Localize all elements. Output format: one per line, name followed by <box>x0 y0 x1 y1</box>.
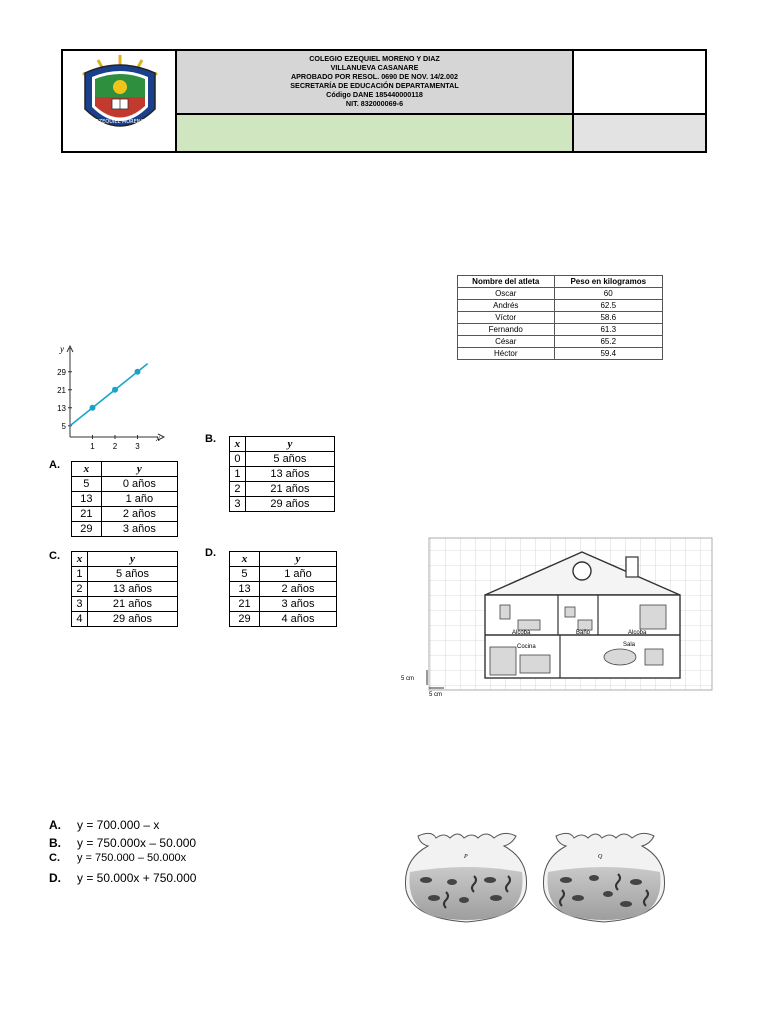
table-cell: 2 años <box>259 582 336 597</box>
room-label: Sala <box>623 642 636 648</box>
equation-option-b <box>49 836 196 850</box>
secretariat: SECRETARÍA DE EDUCACIÓN DEPARTAMENTAL <box>290 81 459 90</box>
table-cell: 3 años <box>101 522 177 537</box>
table-cell: 2 <box>230 482 246 497</box>
table-cell: 13 años <box>245 467 334 482</box>
dane-code: Código DANE 185440000118 <box>326 90 423 99</box>
column-header: x <box>230 552 260 567</box>
table-row <box>230 582 337 597</box>
athlete-weight: 61.3 <box>554 324 663 336</box>
table-row <box>230 497 335 512</box>
athlete-weight: 59.4 <box>554 348 663 360</box>
x-tick-label: 2 <box>112 442 118 451</box>
option-b-letter: B. <box>205 433 216 445</box>
y-tick-label: 5 <box>61 421 66 431</box>
y-tick-label: 29 <box>57 367 66 377</box>
table-row <box>230 597 337 612</box>
table-cell: 5 <box>230 567 260 582</box>
school-info <box>177 51 574 115</box>
table-cell: 1 <box>230 467 246 482</box>
column-header: y <box>87 552 177 567</box>
house-floor-plan <box>400 535 720 700</box>
option-a-letter: A. <box>49 459 60 471</box>
table-cell: 29 años <box>245 497 334 512</box>
room-label: Alcoba <box>628 630 647 636</box>
equation-option-c <box>49 852 186 864</box>
table-row <box>458 324 663 336</box>
header-right-top <box>574 51 705 115</box>
option-b-table <box>229 436 335 512</box>
table-row <box>72 507 178 522</box>
table-cell: 0 años <box>101 477 177 492</box>
athlete-name-header: Nombre del atleta <box>458 276 555 288</box>
vertical-scale-label: 5 cm <box>401 676 415 682</box>
data-point <box>112 387 118 393</box>
header-right-bottom <box>574 115 705 151</box>
document-header <box>61 49 707 153</box>
athlete-weight: 58.6 <box>554 312 663 324</box>
horizontal-scale-label: 5 cm <box>429 692 443 698</box>
option-a-table <box>71 461 178 537</box>
table-cell: 0 <box>230 452 246 467</box>
athletes-weight-table <box>457 275 663 360</box>
bowl-label: Q <box>598 854 603 860</box>
column-header: y <box>245 437 334 452</box>
equation-option-d <box>49 871 196 885</box>
column-header: x <box>72 552 88 567</box>
table-row <box>230 467 335 482</box>
table-row <box>230 567 337 582</box>
table-row <box>72 597 178 612</box>
athlete-weight: 65.2 <box>554 336 663 348</box>
line-graph <box>50 342 170 457</box>
table-row <box>72 492 178 507</box>
option-letter: D. <box>49 871 61 885</box>
table-cell: 3 <box>230 497 246 512</box>
table-cell: 3 <box>72 597 88 612</box>
x-axis-label: x <box>156 433 160 443</box>
equation-expression: y = 750.000 – 50.000x <box>77 852 187 864</box>
y-tick-label: 21 <box>57 385 66 395</box>
table-cell: 29 años <box>87 612 177 627</box>
table-cell: 21 años <box>245 482 334 497</box>
table-row <box>72 477 178 492</box>
resolution: APROBADO POR RESOL. 0690 DE NOV. 14/2.002 <box>290 72 459 81</box>
nit: NIT. 832000069-6 <box>345 99 404 108</box>
equation-expression: y = 50.000x + 750.000 <box>77 871 197 885</box>
athlete-name: Fernando <box>458 324 555 336</box>
table-cell: 1 <box>72 567 88 582</box>
table-row <box>230 482 335 497</box>
y-axis-label: y <box>60 344 64 354</box>
table-row <box>72 522 178 537</box>
table-cell: 21 <box>72 507 102 522</box>
weight-header: Peso en kilogramos <box>554 276 663 288</box>
athlete-weight: 62.5 <box>554 300 663 312</box>
school-crest-logo <box>65 51 175 151</box>
column-header: y <box>259 552 336 567</box>
logo-lettering: EZEQUIEL MORENO <box>95 119 145 125</box>
table-row <box>72 612 178 627</box>
room-label: Baño <box>576 630 591 636</box>
school-town: VILLANUEVA CASANARE <box>330 63 419 72</box>
room-label: Alcoba <box>512 630 531 636</box>
table-row <box>458 288 663 300</box>
option-d-letter: D. <box>205 547 216 559</box>
athlete-name: César <box>458 336 555 348</box>
athlete-name: Oscar <box>458 288 555 300</box>
table-cell: 29 <box>72 522 102 537</box>
table-row <box>458 312 663 324</box>
y-tick-label: 13 <box>57 403 66 413</box>
option-c-letter: C. <box>49 550 60 562</box>
fishbowls-illustration <box>404 828 674 928</box>
table-cell: 2 años <box>101 507 177 522</box>
athlete-name: Héctor <box>458 348 555 360</box>
table-cell: 3 años <box>259 597 336 612</box>
equation-expression: y = 700.000 – x <box>77 818 160 832</box>
column-header: x <box>72 462 102 477</box>
option-d-table <box>229 551 337 627</box>
table-row <box>72 582 178 597</box>
room-label: Cocina <box>517 644 536 650</box>
x-tick-label: 3 <box>135 442 140 451</box>
option-letter: A. <box>49 818 61 832</box>
data-point <box>135 369 141 375</box>
athlete-name: Andrés <box>458 300 555 312</box>
athlete-name: Víctor <box>458 312 555 324</box>
equation-option-a <box>49 818 159 832</box>
table-cell: 29 <box>230 612 260 627</box>
table-cell: 4 años <box>259 612 336 627</box>
option-letter: B. <box>49 836 61 850</box>
school-name: COLEGIO EZEQUIEL MORENO Y DIAZ <box>309 54 440 63</box>
logo-cell <box>63 51 177 151</box>
table-row <box>458 336 663 348</box>
table-cell: 5 años <box>245 452 334 467</box>
equation-expression: y = 750.000x – 50.000 <box>77 836 197 850</box>
table-cell: 5 años <box>87 567 177 582</box>
table-cell: 1 año <box>101 492 177 507</box>
table-cell: 13 <box>72 492 102 507</box>
data-point <box>90 405 96 411</box>
fishbowl-p <box>405 833 526 922</box>
option-c-table <box>71 551 178 627</box>
table-cell: 13 años <box>87 582 177 597</box>
athlete-weight: 60 <box>554 288 663 300</box>
fishbowl-q <box>543 833 664 922</box>
table-cell: 2 <box>72 582 88 597</box>
table-row <box>230 612 337 627</box>
table-cell: 13 <box>230 582 260 597</box>
table-cell: 21 años <box>87 597 177 612</box>
column-header: y <box>101 462 177 477</box>
table-cell: 5 <box>72 477 102 492</box>
bowl-label: P <box>464 854 468 860</box>
table-row <box>230 452 335 467</box>
table-cell: 4 <box>72 612 88 627</box>
table-row <box>458 348 663 360</box>
column-header: x <box>230 437 246 452</box>
x-tick-label: 1 <box>90 442 95 451</box>
title-cell <box>177 115 574 151</box>
table-row <box>458 300 663 312</box>
table-cell: 1 año <box>259 567 336 582</box>
table-row <box>72 567 178 582</box>
option-letter: C. <box>49 852 60 864</box>
table-cell: 21 <box>230 597 260 612</box>
